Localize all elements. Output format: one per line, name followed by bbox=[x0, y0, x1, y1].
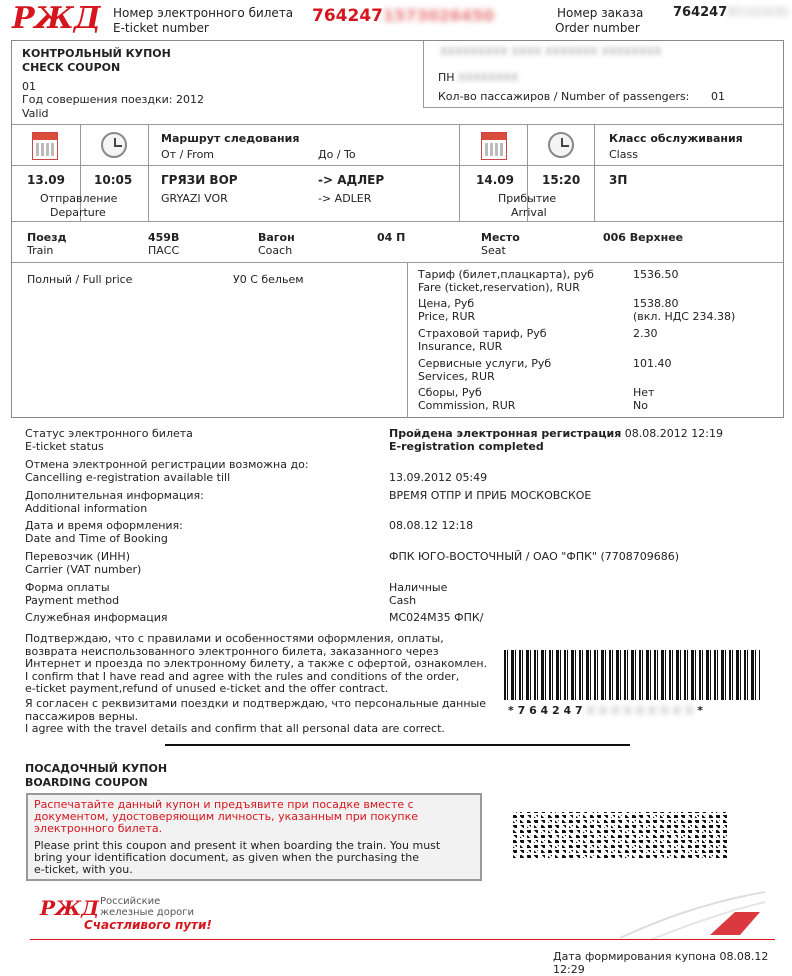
coach-value: 04 П bbox=[377, 231, 406, 244]
ticket-label-ru: Номер электронного билета bbox=[113, 6, 294, 20]
ticket-label-en: E-ticket number bbox=[113, 21, 209, 35]
boarding-title-en: BOARDING COUPON bbox=[25, 776, 148, 789]
confirm-paragraph: Подтверждаю, что с правилами и особенностями оформления, оплаты, возврата неиспользованного электронного билета, заказанного через Интернет и проезда по электронному билету, а также с офертой, ознакомлен. I confirm that I have read and agree with the rules and conditions of the order, e-ticket payment,refund of unused e-ticket and the offer contract. bbox=[25, 632, 488, 695]
payment-value: Наличные Cash bbox=[389, 581, 448, 607]
boarding-2d-barcode bbox=[510, 812, 730, 860]
arrival-time: 15:20 bbox=[542, 173, 581, 187]
check-title-ru: КОНТРОЛЬНЫЙ КУПОН bbox=[22, 47, 171, 60]
arrival-label-en: Arrival bbox=[511, 206, 547, 219]
order-label-ru: Номер заказа bbox=[557, 6, 644, 20]
price-type: Полный / Full price bbox=[27, 273, 133, 286]
coach-label-en: Coach bbox=[258, 244, 293, 257]
booking-value: 08.08.12 12:18 bbox=[389, 519, 474, 532]
service-info-label: Служебная информация bbox=[25, 611, 168, 624]
order-label-en: Order number bbox=[555, 21, 640, 35]
class-value: 3П bbox=[609, 173, 628, 187]
train-number: 459В bbox=[148, 231, 180, 244]
class-label-ru: Класс обслуживания bbox=[609, 132, 743, 145]
service-info-value: МС024М35 ФПК/ bbox=[389, 611, 484, 624]
arrival-calendar-icon bbox=[481, 132, 507, 160]
arrival-label-ru: Прибытие bbox=[498, 192, 557, 205]
footer-rzd-logo: РЖД bbox=[40, 896, 100, 920]
fare-value: 1536.50 bbox=[633, 268, 679, 281]
to-station-ru: -> АДЛЕР bbox=[318, 173, 385, 187]
company-name: Российские железные дороги bbox=[100, 896, 195, 918]
cancel-label: Отмена электронной регистрации возможна до: Cancelling e-registration available till bbox=[25, 458, 309, 484]
additional-label: Дополнительная информация: Additional information bbox=[25, 489, 204, 515]
from-station-en: GRYAZI VOR bbox=[161, 192, 228, 205]
boarding-title-ru: ПОСАДОЧНЫЙ КУПОН bbox=[25, 762, 168, 775]
seat-label-ru: Место bbox=[481, 231, 520, 244]
fare-row: Страховой тариф, Руб Insurance, RUR bbox=[418, 327, 547, 353]
from-label: От / From bbox=[161, 148, 215, 161]
from-station-ru: ГРЯЗИ ВОР bbox=[161, 173, 238, 187]
to-station-en: -> ADLER bbox=[318, 192, 372, 205]
boarding-notice-box: Распечатайте данный купон и предъявите при посадке вместе с документом, удостоверяющим личность, указанным при покупке электронного билета. Please print this coupon and present it when boarding the train. You must bring your identification document, as given when the purchasing the e-ticket, with you. bbox=[26, 793, 482, 881]
fare-value: 101.40 bbox=[633, 357, 672, 370]
departure-date: 13.09 bbox=[27, 173, 65, 187]
carrier-value: ФПК ЮГО-ВОСТОЧНЫЙ / ОАО "ФПК" (7708709686) bbox=[389, 550, 680, 563]
departure-time: 10:05 bbox=[94, 173, 133, 187]
seat-label-en: Seat bbox=[481, 244, 506, 257]
fare-row: Тариф (билет,плацкарта), руб Fare (ticket,reservation), RUR bbox=[418, 268, 594, 294]
footer-decoration bbox=[560, 890, 770, 945]
to-label: До / To bbox=[318, 148, 356, 161]
arrival-clock-icon bbox=[548, 132, 574, 158]
status-label: Статус электронного билета E-ticket status bbox=[25, 427, 193, 453]
ticket-number: 7642471573026450 bbox=[312, 6, 495, 26]
agree-paragraph: Я согласен с реквизитами поездки и подтверждаю, что персональные данные пассажиров верны. I agree with the travel details and confirm that all personal data are correct. bbox=[25, 697, 487, 735]
train-label-ru: Поезд bbox=[27, 231, 67, 244]
passengers-value: 01 bbox=[711, 90, 725, 103]
payment-label: Форма оплаты Payment method bbox=[25, 581, 120, 607]
departure-clock-icon bbox=[101, 132, 127, 158]
separator-line bbox=[165, 744, 630, 746]
trip-year: Год совершения поездки: 2012 bbox=[22, 93, 204, 106]
class-label-en: Class bbox=[609, 148, 638, 161]
carrier-label: Перевозчик (ИНН) Carrier (VAT number) bbox=[25, 550, 142, 576]
pn-field: ПН XXXXXXXX bbox=[438, 71, 519, 84]
departure-calendar-icon bbox=[32, 132, 58, 160]
arrival-date: 14.09 bbox=[476, 173, 514, 187]
fare-value: 2.30 bbox=[633, 327, 658, 340]
fare-value: 1538.80 (вкл. НДС 234.38) bbox=[633, 297, 736, 323]
passenger-name: ХХХХХХХХХ ХХХХ ХХХХХХХ ХХХХХХХХ bbox=[440, 45, 662, 58]
barcode-text: * 7 6 4 2 4 7 X X X X X X X X X * bbox=[508, 704, 704, 717]
footer-line bbox=[30, 939, 775, 940]
departure-label-en: Departure bbox=[50, 206, 106, 219]
seat-value: 006 Верхнее bbox=[603, 231, 684, 244]
fare-row: Сборы, Руб Commission, RUR bbox=[418, 386, 516, 412]
service-class: У0 С бельем bbox=[233, 273, 304, 286]
train-type: ПАСС bbox=[148, 244, 180, 257]
check-number: 01 bbox=[22, 80, 36, 93]
route-label: Маршрут следования bbox=[161, 132, 300, 145]
ticket-barcode bbox=[504, 650, 760, 700]
rzd-logo: РЖД bbox=[12, 1, 101, 36]
booking-label: Дата и время оформления: Date and Time of Booking bbox=[25, 519, 183, 545]
passengers-label: Кол-во пассажиров / Number of passengers: bbox=[438, 90, 690, 103]
order-number: 76424785102630 bbox=[673, 5, 789, 20]
train-label-en: Train bbox=[27, 244, 54, 257]
fare-value: Нет No bbox=[633, 386, 655, 412]
status-value: Пройдена электронная регистрация 08.08.2012 12:19 E-registration completed bbox=[389, 427, 723, 453]
additional-value: ВРЕМЯ ОТПР И ПРИБ МОСКОВСКОЕ bbox=[389, 489, 592, 502]
formed-date: Дата формирования купона 08.08.12 12:29 bbox=[553, 950, 769, 976]
slogan: Счастливого пути! bbox=[84, 918, 212, 932]
valid-label: Valid bbox=[22, 107, 49, 120]
coach-label-ru: Вагон bbox=[258, 231, 295, 244]
cancel-value: 13.09.2012 05:49 bbox=[389, 471, 488, 484]
fare-row: Цена, Руб Price, RUR bbox=[418, 297, 476, 323]
fare-row: Сервисные услуги, Руб Services, RUR bbox=[418, 357, 552, 383]
departure-label-ru: Отправление bbox=[40, 192, 118, 205]
check-title-en: CHECK COUPON bbox=[22, 61, 121, 74]
